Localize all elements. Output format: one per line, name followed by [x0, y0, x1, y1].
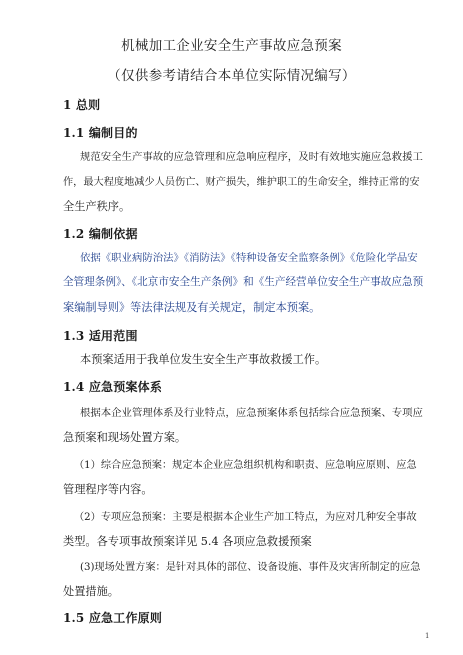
document-title: 机械加工企业安全生产事故应急预案: [121, 38, 342, 54]
section-heading-1-3: 1.3 适用范围: [63, 329, 138, 343]
paragraph-line: 处置措施。: [63, 585, 119, 598]
paragraph-line: 本预案适用于我单位发生安全生产事故救援工作。: [80, 353, 327, 366]
paragraph-line: (3)现场处置方案：是针对具体的部位、设备设施、事件及灾害所制定的应急: [80, 562, 421, 573]
paragraph-line: 作，最大程度地减少人员伤亡、财产损失，维护职工的生命安全，维持正常的安: [63, 177, 420, 188]
section-heading-1-1: 1.1 编制目的: [63, 126, 138, 140]
paragraph-line: （2）专项应急预案：主要是根据本企业生产加工特点，为应对几种安全事故: [74, 512, 417, 523]
section-heading-1: 1 总则: [63, 98, 101, 112]
paragraph-line: （1）综合应急预案：规定本企业应急组织机构和职责、应急响应原则、应急: [74, 460, 417, 471]
page-number: 1: [425, 632, 430, 640]
paragraph-line: 案编制导则》等法律法规及有关规定，制定本预案。: [63, 301, 321, 314]
paragraph-line: 依据《职业病防治法》《消防法》《特种设备安全监察条例》《危险化学品安: [80, 252, 418, 264]
document-subtitle: （仅供参考请结合本单位实际情况编写）: [107, 68, 356, 84]
section-heading-1-2: 1.2 编制依据: [63, 227, 138, 241]
section-heading-1-4: 1.4 应急预案体系: [63, 380, 163, 394]
paragraph-line: 管理程序等内容。: [63, 483, 153, 496]
paragraph-line: 类型。各专项事故预案详见 5.4 各项应急救援预案: [63, 535, 312, 548]
paragraph-line: 急预案和现场处置方案。: [63, 431, 187, 444]
paragraph-line: 规范安全生产事故的应急管理和应急响应程序，及时有效地实施应急救援工: [80, 151, 423, 163]
section-heading-1-5: 1.5 应急工作原则: [63, 611, 163, 625]
paragraph-line: 全管理条例》、《北京市安全生产条例》和《生产经营单位安全生产事故应急预: [63, 276, 424, 288]
paragraph-line: 根据本企业管理体系及行业特点，应急预案体系包括综合应急预案、专项应: [80, 407, 423, 419]
paragraph-line: 全生产秩序。: [63, 200, 131, 213]
